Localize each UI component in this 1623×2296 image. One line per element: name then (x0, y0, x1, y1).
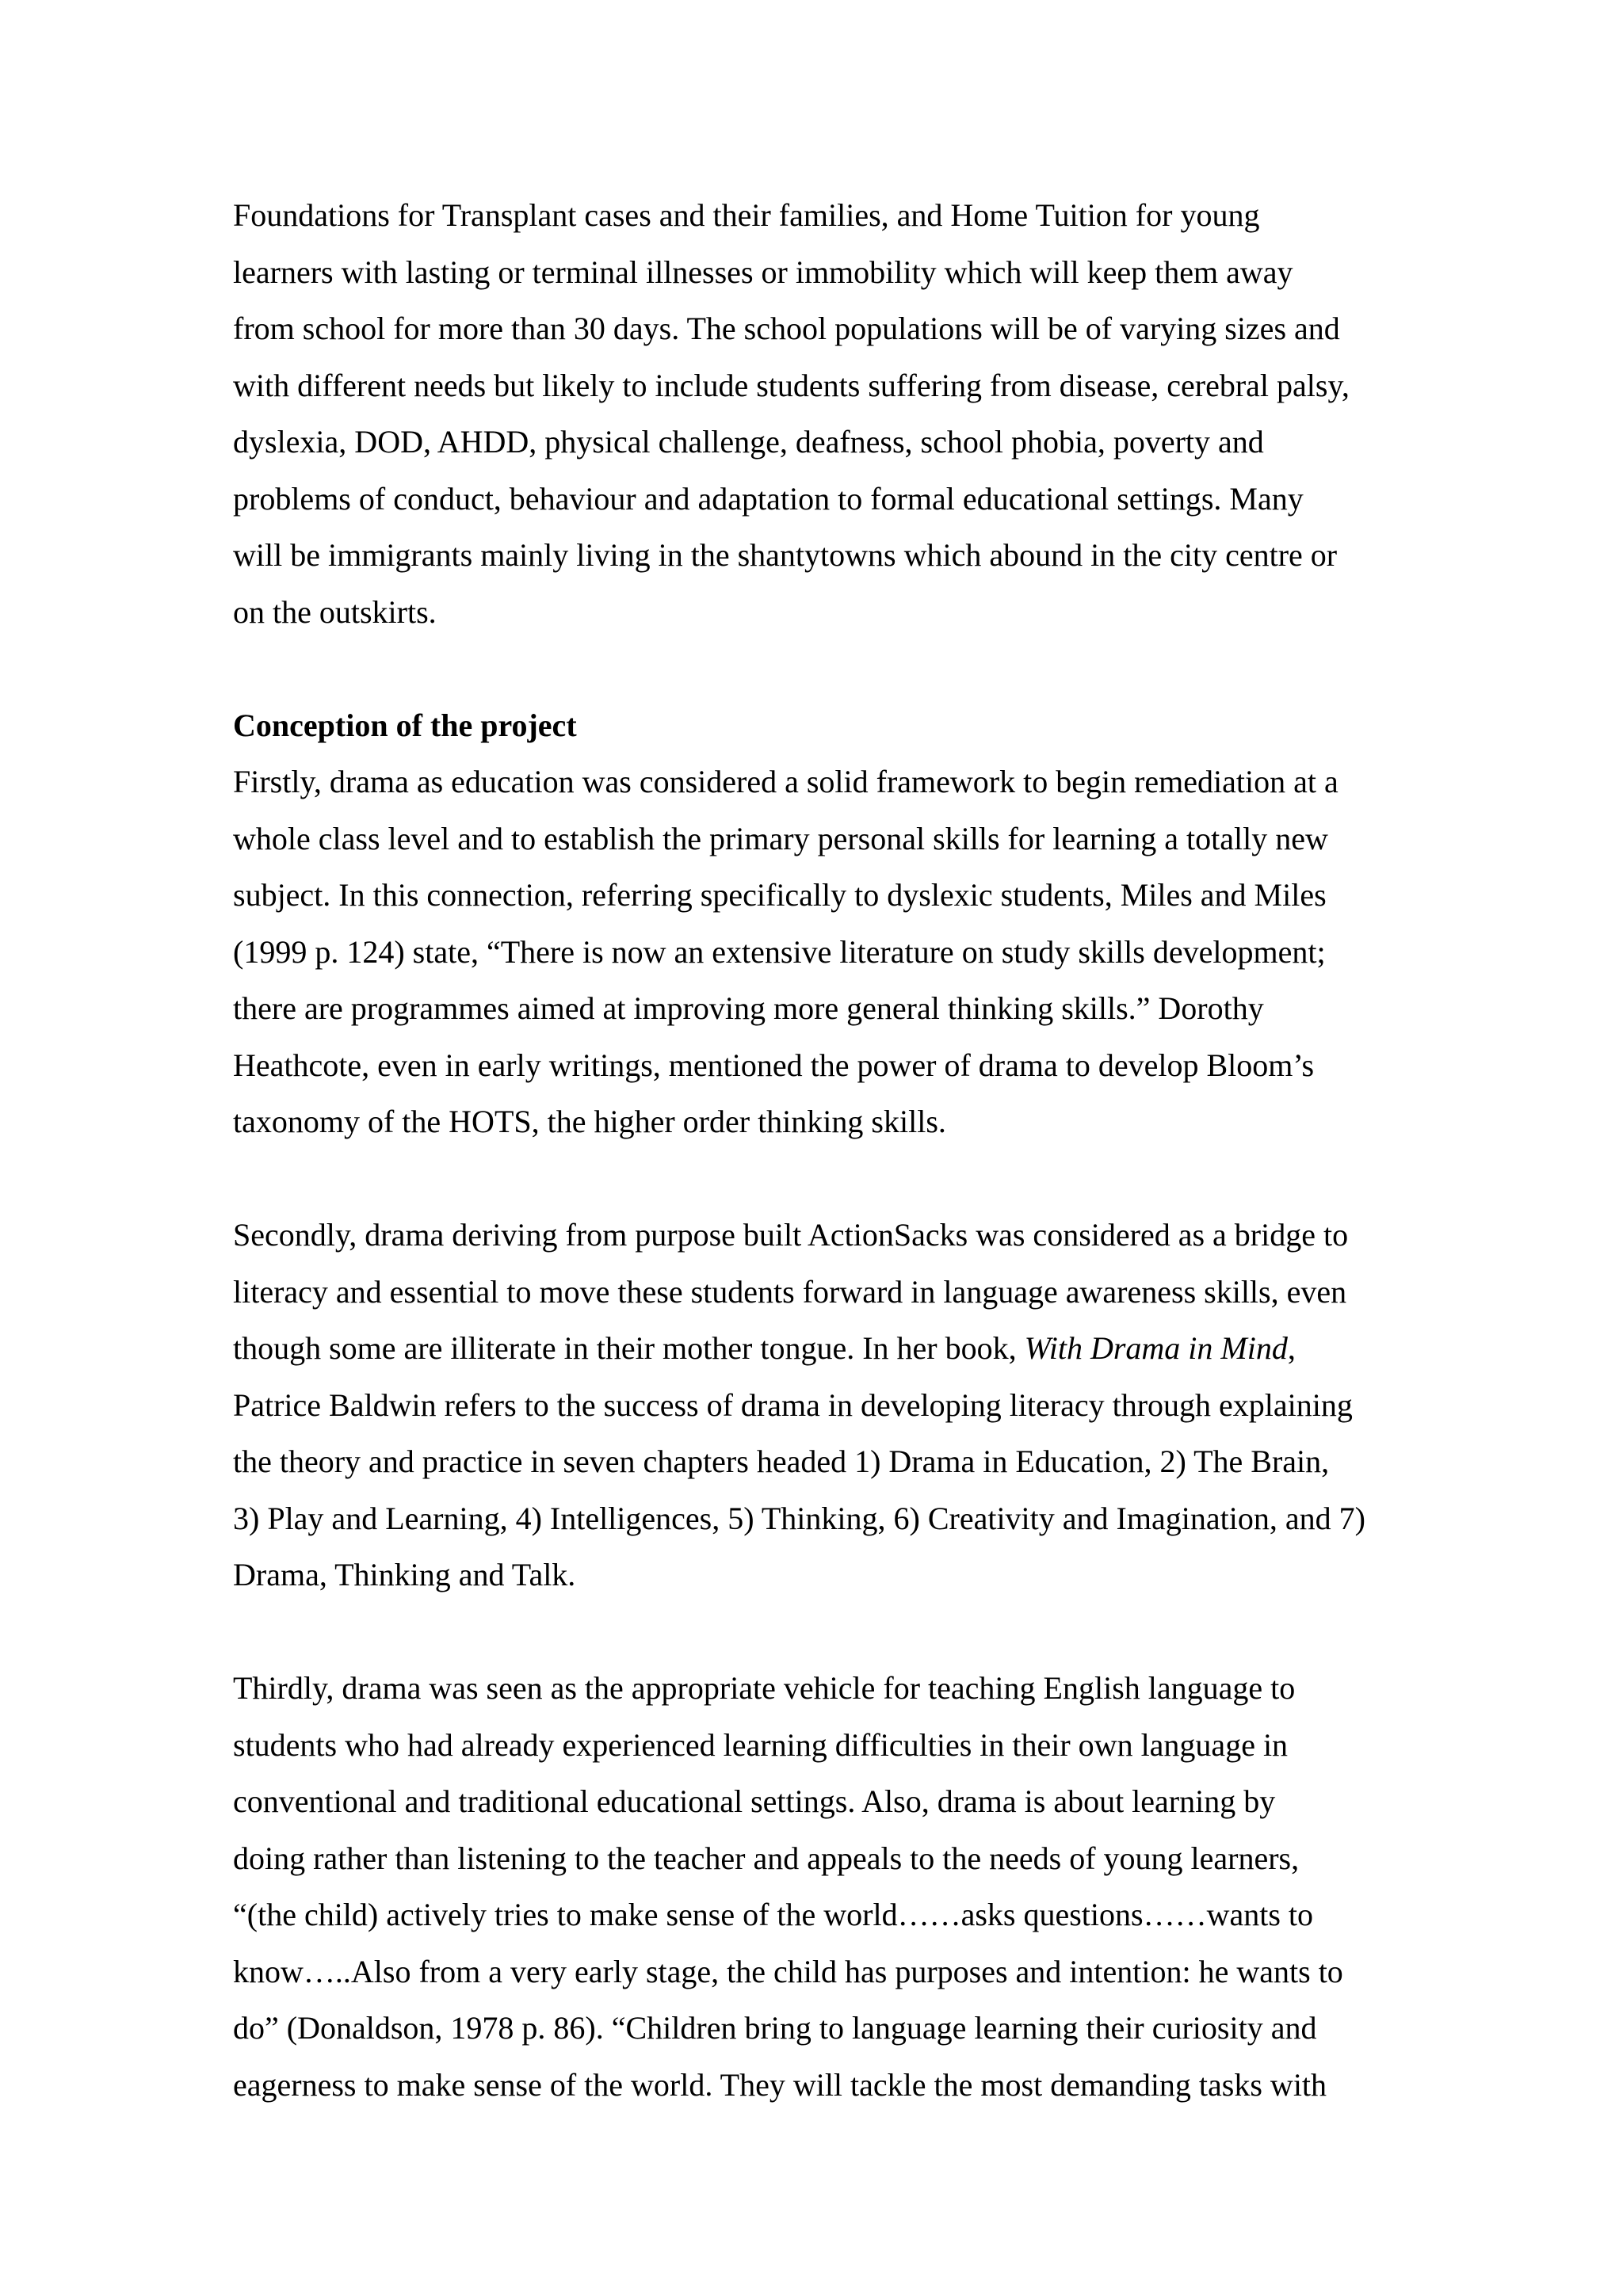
text-line: Heathcote, even in early writings, mentioned the power of drama to develop Bloom’s (233, 1047, 1315, 1083)
text-line: Firstly, drama as education was considered a solid framework to begin remediation at a (233, 764, 1338, 799)
text-line: whole class level and to establish the primary personal skills for learning a totally new (233, 820, 1328, 856)
text-line: students who had already experienced learning difficulties in their own language in (233, 1726, 1289, 1763)
text-line: literacy and essential to move these students forward in language awareness skills, even (233, 1273, 1347, 1310)
paragraph-spacer (233, 1604, 1438, 1661)
text-line: conventional and traditional educational settings. Also, drama is about learning by (233, 1783, 1276, 1819)
text-line: Secondly, drama deriving from purpose built ActionSacks was considered as a bridge to (233, 1217, 1349, 1253)
text-line: know…..Also from a very early stage, the child has purposes and intention: he wants to (233, 1953, 1343, 1989)
text-line: “(the child) actively tries to make sense of the world……asks questions……wants to (233, 1897, 1314, 1932)
text-line: subject. In this connection, referring specifically to dyslexic students, Miles and Miles (233, 877, 1327, 913)
text-line: Thirdly, drama was seen as the appropriate vehicle for teaching English language to (233, 1670, 1296, 1706)
section-heading: Conception of the project (233, 707, 577, 743)
text-line: eagerness to make sense of the world. They will tackle the most demanding tasks with (233, 2066, 1327, 2103)
text-line: on the outskirts. (233, 593, 437, 630)
text-segment: , (1287, 1330, 1296, 1366)
paragraph-transplant-foundations (233, 187, 1438, 640)
text-line: with different needs but likely to include students suffering from disease, cerebral palsy, (233, 367, 1350, 403)
paragraph-secondly (233, 1207, 1438, 1604)
text-line: the theory and practice in seven chapters headed 1) Drama in Education, 2) The Brain, (233, 1444, 1330, 1479)
text-segment: though some are illiterate in their mother tongue. In her book, (233, 1330, 1025, 1366)
text-line: do” (Donaldson, 1978 p. 86). “Children bring to language learning their curiosity and (233, 2010, 1317, 2046)
paragraph-spacer (233, 640, 1438, 697)
text-line: problems of conduct, behaviour and adaptation to formal educational settings. Many (233, 480, 1304, 517)
text-line: Drama, Thinking and Talk. (233, 1557, 576, 1592)
book-title: With Drama in Mind (1024, 1330, 1288, 1366)
text-line: (1999 p. 124) state, “There is now an extensive literature on study skills development; (233, 933, 1326, 970)
text-line: Patrice Baldwin refers to the success of drama in developing literacy through explaining (233, 1386, 1353, 1423)
text-line (233, 1320, 1438, 1377)
text-line: there are programmes aimed at improving more general thinking skills.” Dorothy (233, 990, 1264, 1026)
text-line: doing rather than listening to the teacher and appeals to the needs of young learners, (233, 1840, 1300, 1876)
paragraph-spacer (233, 1150, 1438, 1207)
body-text (233, 187, 1438, 2113)
text-line: 3) Play and Learning, 4) Intelligences, 5) Thinking, 6) Creativity and Imagination, and 7) (233, 1500, 1365, 1536)
text-line: dyslexia, DOD, AHDD, physical challenge, deafness, school phobia, poverty and (233, 424, 1264, 460)
paragraph-thirdly (233, 1660, 1438, 2113)
text-line: taxonomy of the HOTS, the higher order thinking skills. (233, 1104, 946, 1139)
paragraph-firstly (233, 753, 1438, 1150)
text-line: learners with lasting or terminal illnesses or immobility which will keep them away (233, 254, 1293, 290)
text-line: from school for more than 30 days. The school populations will be of varying sizes and (233, 311, 1340, 346)
text-line: Foundations for Transplant cases and their families, and Home Tuition for young (233, 197, 1260, 233)
text-line: will be immigrants mainly living in the shantytowns which abound in the city centre or (233, 537, 1338, 573)
